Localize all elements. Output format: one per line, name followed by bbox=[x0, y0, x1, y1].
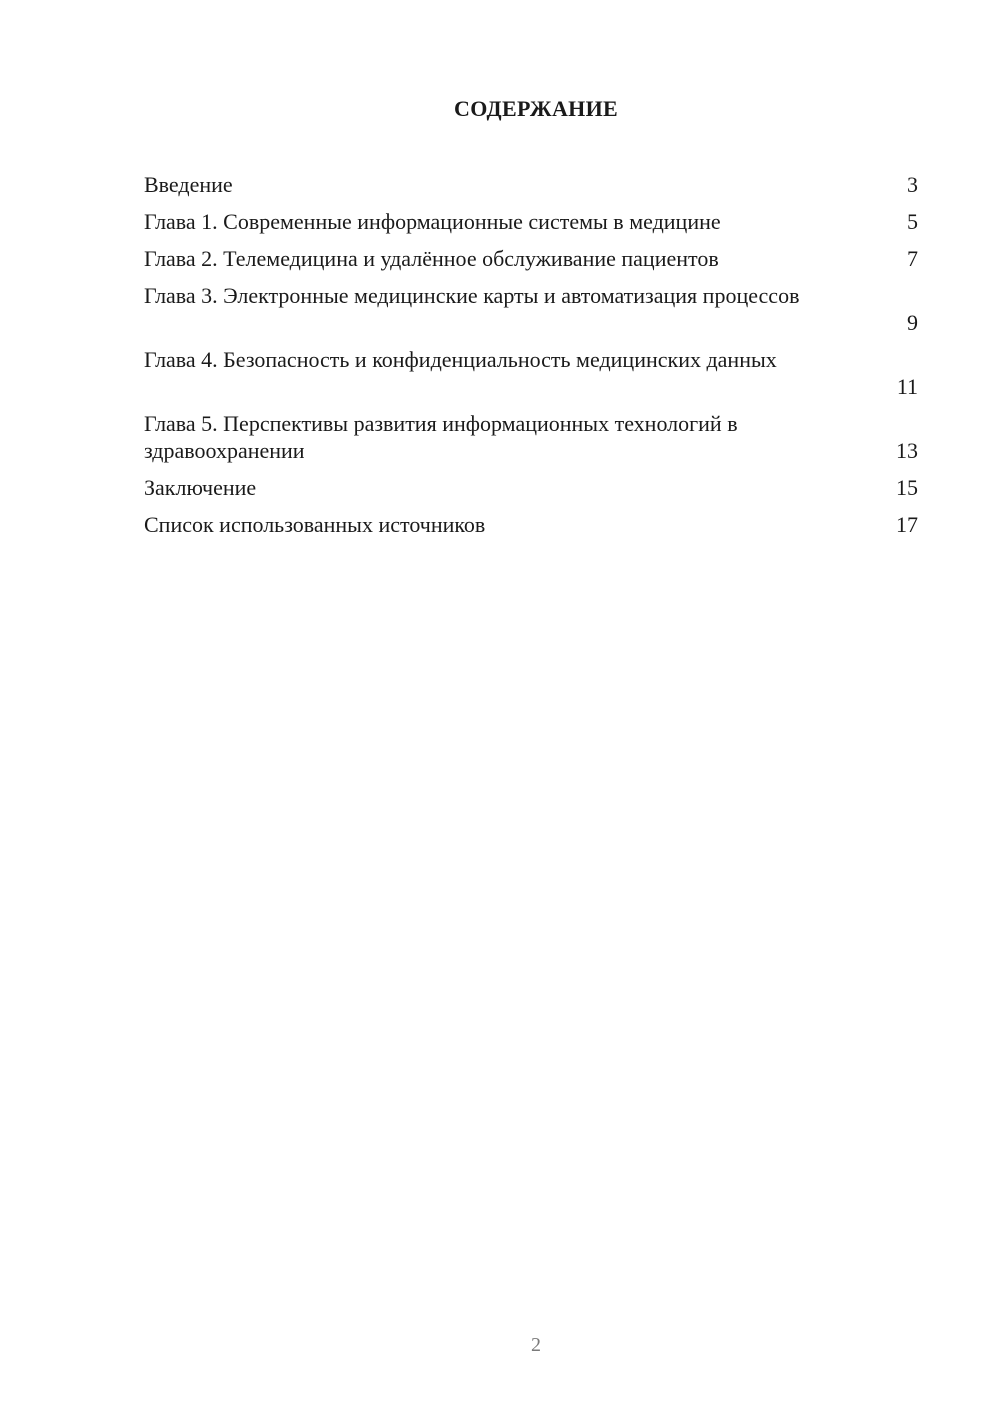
toc-entry-page: 5 bbox=[907, 209, 918, 234]
toc-entry-page: 11 bbox=[896, 374, 918, 399]
toc-entry-title: Введение bbox=[144, 172, 233, 197]
toc-entry-page: 9 bbox=[907, 310, 918, 335]
toc-entry-chapter-4[interactable] bbox=[144, 346, 918, 400]
toc-entry-page: 13 bbox=[896, 438, 918, 463]
toc-entry-title: Глава 2. Телемедицина и удалённое обслуживание пациентов bbox=[144, 246, 719, 271]
toc-entry-page: 15 bbox=[896, 475, 918, 500]
toc-entry-page: 17 bbox=[896, 512, 918, 537]
toc-heading: СОДЕРЖАНИЕ bbox=[454, 96, 618, 121]
toc-entry-references[interactable] bbox=[144, 511, 918, 538]
toc-entry-title: Глава 5. Перспективы развития информационных технологий в здравоохранении bbox=[144, 411, 738, 463]
toc-entry-chapter-2[interactable] bbox=[144, 245, 918, 272]
page-number: 2 bbox=[531, 1334, 541, 1356]
toc-entry-conclusion[interactable] bbox=[144, 474, 918, 501]
toc-list bbox=[144, 171, 918, 548]
toc-entry-chapter-1[interactable] bbox=[144, 208, 918, 235]
toc-entry-page: 3 bbox=[907, 172, 918, 197]
toc-entry-title: Заключение bbox=[144, 475, 257, 500]
toc-entry-title: Список использованных источников bbox=[144, 512, 486, 537]
toc-entry-title: Глава 4. Безопасность и конфиденциальность медицинских данных bbox=[144, 347, 777, 372]
toc-entry-page: 7 bbox=[907, 246, 918, 271]
toc-entry-title: Глава 3. Электронные медицинские карты и автоматизация процессов bbox=[144, 283, 800, 308]
toc-entry-title: Глава 1. Современные информационные системы в медицине bbox=[144, 209, 721, 234]
toc-entry-introduction[interactable] bbox=[144, 171, 918, 198]
toc-entry-chapter-3[interactable] bbox=[144, 282, 918, 336]
toc-entry-chapter-5[interactable] bbox=[144, 410, 918, 464]
